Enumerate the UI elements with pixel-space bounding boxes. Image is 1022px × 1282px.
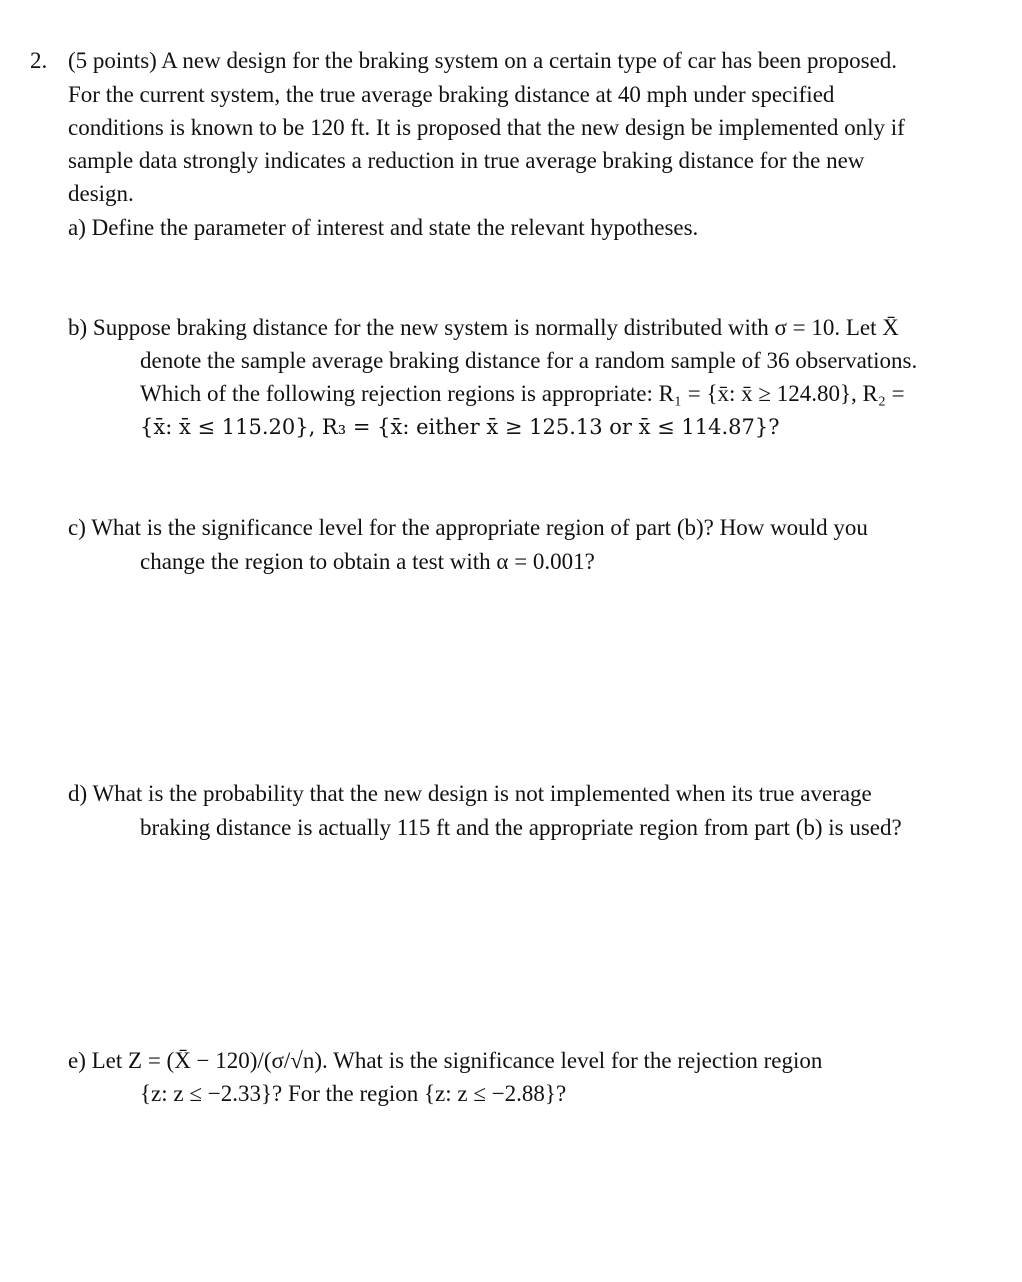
part-e-line-2: {z: z ≤ −2.33}? For the region {z: z ≤ −2.88}?	[140, 1081, 567, 1106]
part-e-line-1: e) Let Z = (X̄ − 120)/(σ/√n). What is the significance level for the rejection region	[68, 1048, 823, 1073]
part-b-line-4: {x̄: x̄ ≤ 115.20}, R₃ = {x̄: either x̄ ≥ 125.13 or x̄ ≤ 114.87}?	[140, 415, 780, 439]
stem-line-4: sample data strongly indicates a reduction in true average braking distance for the new	[68, 148, 865, 173]
part-b-line-1: b) Suppose braking distance for the new system is normally distributed with σ = 10. Let X̄	[68, 315, 899, 340]
part-a-line-1: a) Define the parameter of interest and state the relevant hypotheses.	[68, 215, 699, 240]
part-c-line-2: change the region to obtain a test with α = 0.001?	[140, 549, 595, 574]
stem-line-1: (5 points) A new design for the braking system on a certain type of car has been proposed.	[68, 48, 898, 73]
part-c-line-1: c) What is the significance level for the appropriate region of part (b)? How would you	[68, 515, 868, 540]
stem-line-3: conditions is known to be 120 ft. It is proposed that the new design be implemented only if	[68, 115, 905, 140]
question-number: 2.	[30, 48, 48, 73]
stem-line-2: For the current system, the true average braking distance at 40 mph under specified	[68, 82, 835, 107]
part-d-line-1: d) What is the probability that the new design is not implemented when its true average	[68, 781, 872, 806]
part-b-line-3: Which of the following rejection regions is appropriate: R₁ = {x̄: x̄ ≥ 124.80}, R₂ =	[140, 381, 905, 406]
stem-line-5: design.	[68, 181, 134, 206]
part-b-line-2: denote the sample average braking distance for a random sample of 36 observations.	[140, 348, 918, 373]
part-d-line-2: braking distance is actually 115 ft and the appropriate region from part (b) is used?	[140, 815, 902, 840]
